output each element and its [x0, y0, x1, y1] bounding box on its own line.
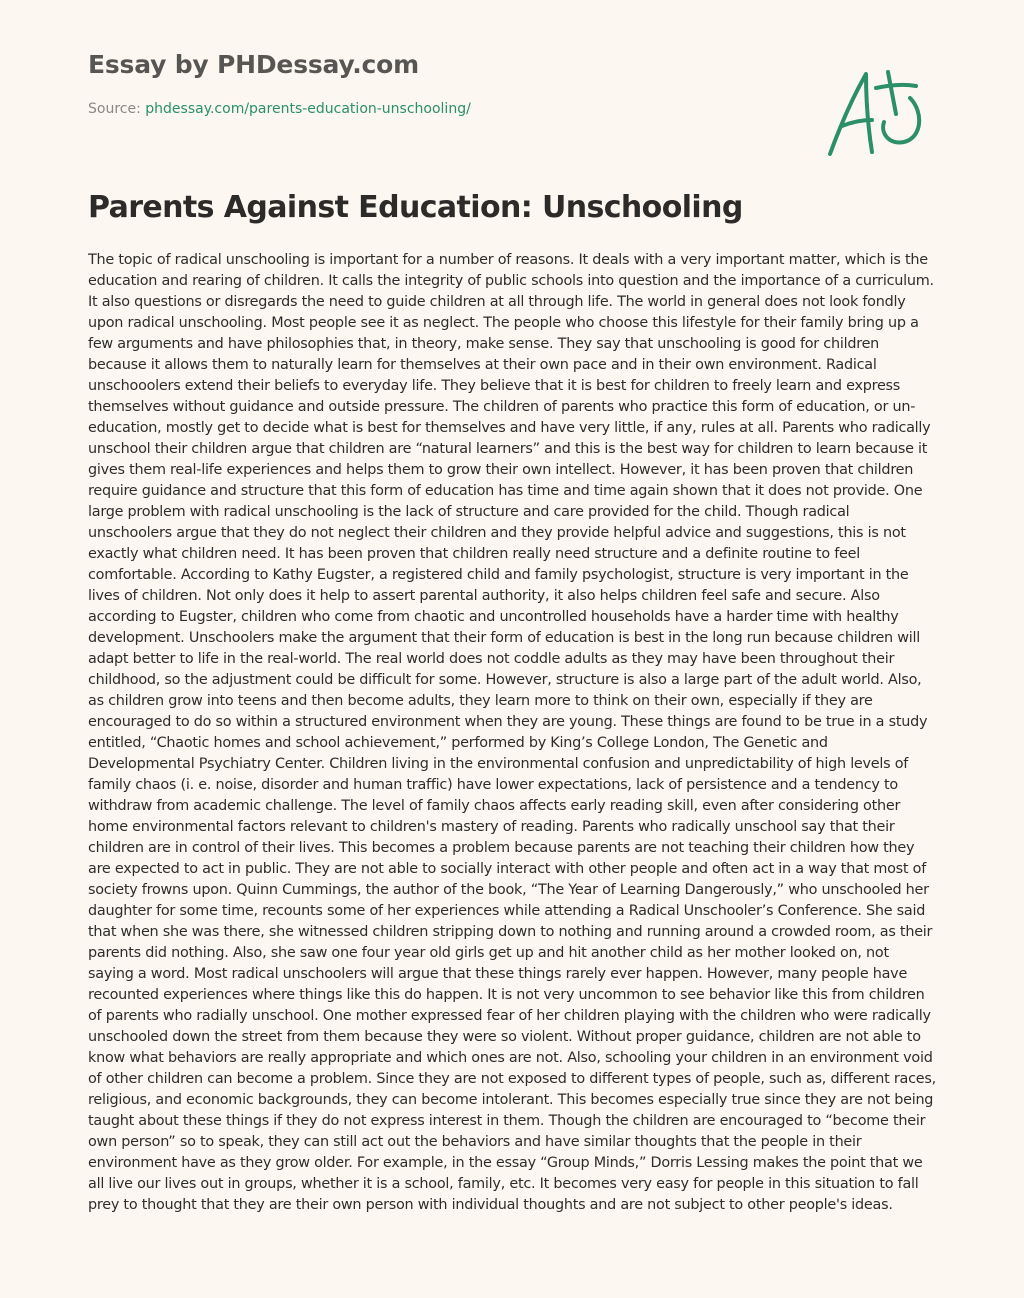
a-plus-logo-icon: [818, 62, 930, 162]
site-name: Essay by PHDessay.com: [88, 50, 419, 79]
logo-smile-curve: [883, 98, 919, 142]
logo-plus-horizontal: [876, 85, 916, 88]
essay-title: Parents Against Education: Unschooling: [88, 190, 743, 225]
source-label: Source:: [88, 101, 146, 117]
logo-plus-vertical: [888, 72, 896, 114]
source-link[interactable]: phdessay.com/parents-education-unschooling/: [145, 101, 471, 117]
essay-body: The topic of radical unschooling is important for a number of reasons. It deals with a very important matter, which is the education and rearing of children. It calls the integrity of public schools into question and the importance of a curriculum. It also questions or disregards the need to guide children at all through life. The world in general does not look fondly upon radical unschooling. Most people see it as neglect. The people who choose this lifestyle for their family bring up a few arguments and have philosophies that, in theory, make sense. They say that unschooling is good for children because it allows them to naturally learn for themselves at their own pace and in their own environment. Radical unschooolers extend their beliefs to everyday life. They believe that it is best for children to freely learn and express themselves without guidance and outside pressure. The children of parents who practice this form of education, or un-education, mostly get to decide what is best for themselves and have very little, if any, rules at all. Parents who radically unschool their children argue that children are “natural learners” and this is the best way for children to learn because it gives them real-life experiences and helps them to grow their own intellect. However, it has been proven that children require guidance and structure that this form of education has time and time again shown that it does not provide. One large problem with radical unschooling is the lack of structure and care provided for the child. Though radical unschoolers argue that they do not neglect their children and they provide helpful advice and suggestions, this is not exactly what children need. It has been proven that children really need structure and a definite routine to feel comfortable. According to Kathy Eugster, a registered child and family psychologist, structure is very important in the lives of children. Not only does it help to assert parental authority, it also helps children feel safe and secure. Also according to Eugster, children who come from chaotic and uncontrolled households have a harder time with healthy development. Unschoolers make the argument that their form of education is best in the long run because children will adapt better to life in the real-world. The real world does not coddle adults as they may have been throughout their childhood, so the adjustment could be difficult for some. However, structure is also a large part of the adult world. Also, as children grow into teens and then become adults, they learn more to think on their own, especially if they are encouraged to do so within a structured environment when they are young. These things are found to be true in a study entitled, “Chaotic homes and school achievement,” performed by King’s College London, The Genetic and Developmental Psychiatry Center. Children living in the environmental confusion and unpredictability of high levels of family chaos (i. e. noise, disorder and human traffic) have lower expectations, lack of persistence and a tendency to withdraw from academic challenge. The level of family chaos affects early reading skill, even after considering other home environmental factors relevant to children's mastery of reading. Parents who radically unschool say that their children are in control of their lives. This becomes a problem because parents are not teaching their children how they are expected to act in public. They are not able to socially interact with other people and often act in a way that most of society frowns upon. Quinn Cummings, the author of the book, “The Year of Learning Dangerously,” who unschooled her daughter for some time, recounts some of her experiences while attending a Radical Unschooler’s Conference. She said that when she was there, she witnessed children stripping down to nothing and running around a crowded room, as their parents did nothing. Also, she saw one four year old girls get up and hit another child as her mother looked on, not saying a word. Most radical unschoolers will argue that these things rarely ever happen. However, many people have recounted experiences where things like this do happen. It is not very uncommon to see behavior like this from children of parents who radially unschool. One mother expressed fear of her children playing with the children who were radically unschooled down the street from them because they were so violent. Without proper guidance, children are not able to know what behaviors are really appropriate and which ones are not. Also, schooling your children in an environment void of other children can become a problem. Since they are not exposed to different types of people, such as, different races, religious, and economic backgrounds, they can become intolerant. This becomes especially true since they are not being taught about these things if they do not express interest in them. Though the children are encouraged to “become their own person” so to speak, they can still act out the behaviors and have similar thoughts that the people in their environment have as they grow older. For example, in the essay “Group Minds,” Dorris Lessing makes the point that we all live our lives out in groups, whether it is a school, family, etc. It becomes very easy for people in this situation to fall prey to thought that they are their own person with individual thoughts and are not subject to other people's ideas.: [88, 252, 936, 1213]
logo-a-left-stroke: [830, 74, 872, 154]
source-line: [88, 101, 471, 117]
